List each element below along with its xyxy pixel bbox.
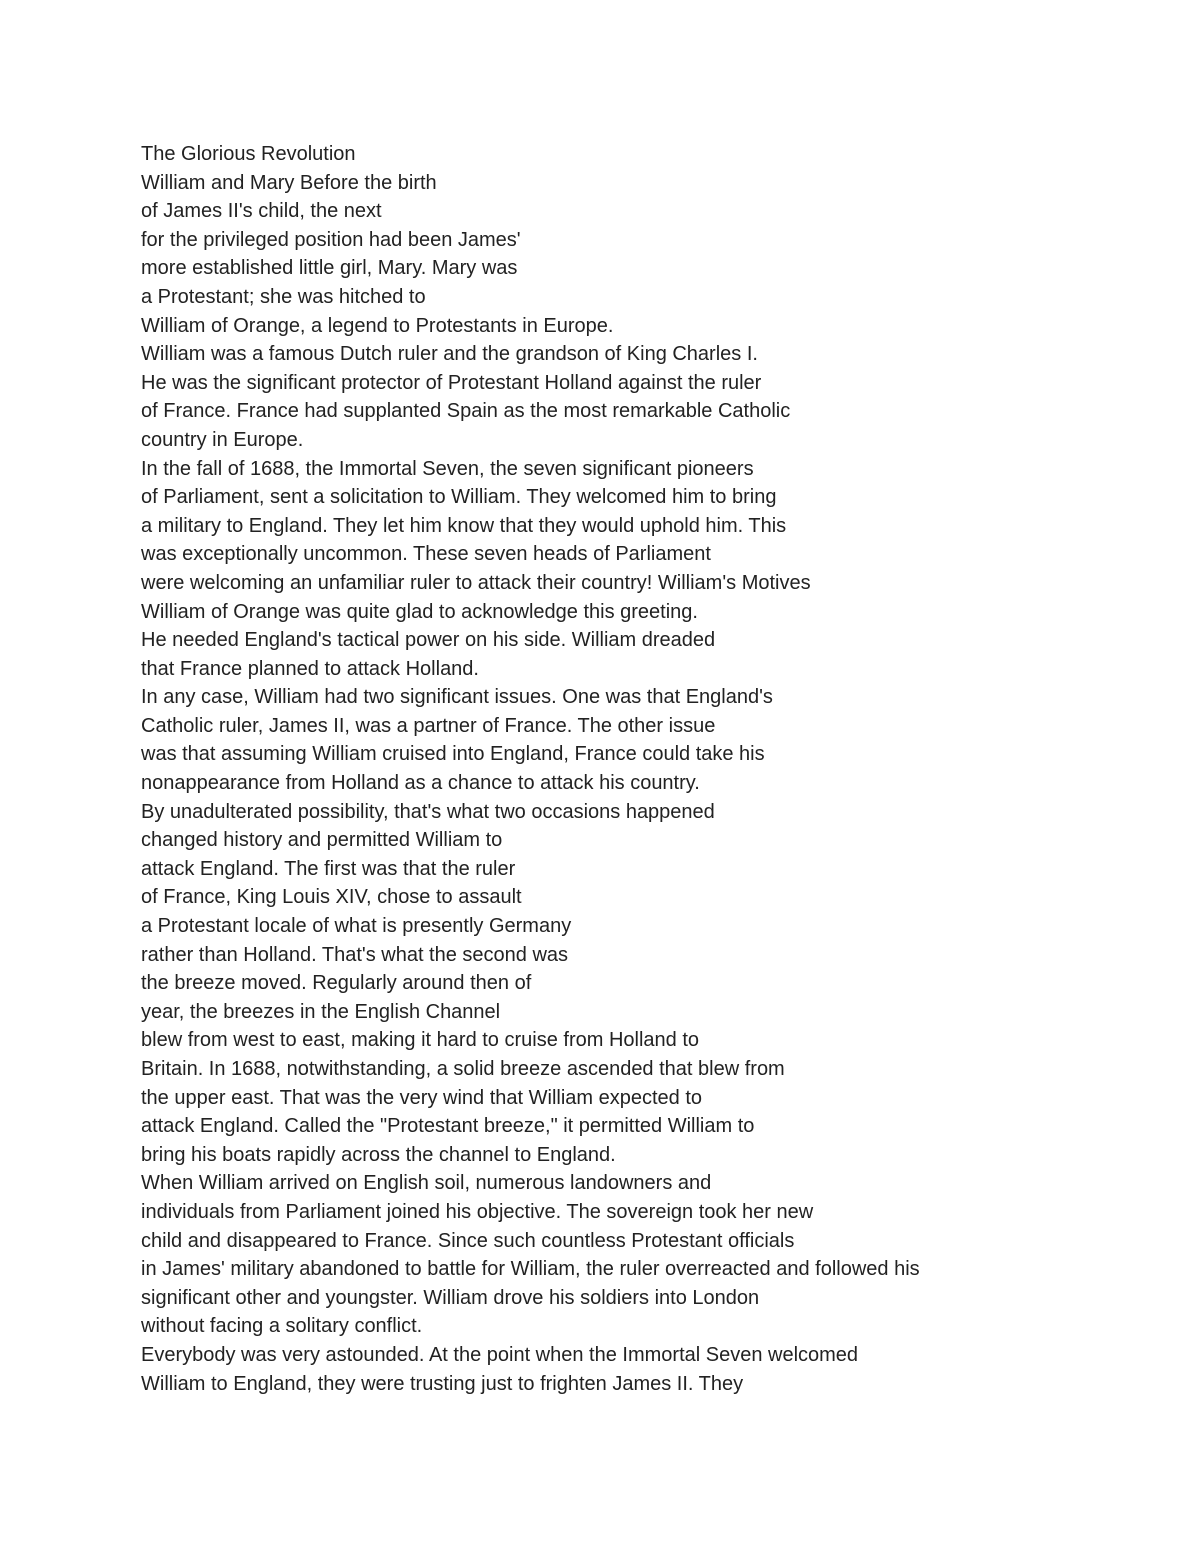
text-line: blew from west to east, making it hard to cruise from Holland to	[141, 1029, 700, 1052]
text-line: of Parliament, sent a solicitation to William. They welcomed him to bring	[141, 486, 777, 509]
text-line: Everybody was very astounded. At the point when the Immortal Seven welcomed	[141, 1343, 859, 1366]
text-line: William and Mary Before the birth	[141, 171, 437, 194]
text-line: more established little girl, Mary. Mary was	[141, 257, 518, 280]
text-line: rather than Holland. That's what the second was	[141, 943, 569, 966]
text-line: William was a famous Dutch ruler and the grandson of King Charles I.	[141, 343, 758, 366]
page-title: The Glorious Revolution	[141, 143, 356, 165]
text-line: of France, King Louis XIV, chose to assault	[141, 886, 522, 909]
text-line: Catholic ruler, James II, was a partner of France. The other issue	[141, 714, 716, 737]
text-line: that France planned to attack Holland.	[141, 657, 479, 680]
text-line: nonappearance from Holland as a chance to attack his country.	[141, 772, 700, 795]
text-line: He needed England's tactical power on his side. William dreaded	[141, 629, 716, 652]
text-line: the breeze moved. Regularly around then of	[141, 972, 532, 995]
text-line: attack England. Called the "Protestant breeze," it permitted William to	[141, 1115, 755, 1138]
text-line: He was the significant protector of Protestant Holland against the ruler	[141, 371, 762, 394]
text-line: country in Europe.	[141, 428, 304, 451]
document-body	[141, 140, 1141, 1398]
text-line: In any case, William had two significant issues. One was that England's	[141, 686, 773, 709]
text-line: attack England. The first was that the ruler	[141, 857, 516, 880]
text-line: was that assuming William cruised into England, France could take his	[141, 743, 765, 766]
text-line: a Protestant locale of what is presently Germany	[141, 915, 572, 938]
text-line: By unadulterated possibility, that's what two occasions happened	[141, 800, 715, 823]
text-line: a military to England. They let him know that they would uphold him. This	[141, 514, 787, 537]
text-line: of James II's child, the next	[141, 200, 382, 223]
text-line: in James' military abandoned to battle for William, the ruler overreacted and followed his	[141, 1258, 920, 1281]
text-line: William to England, they were trusting just to frighten James II. They	[141, 1372, 744, 1395]
text-line: the upper east. That was the very wind that William expected to	[141, 1086, 703, 1109]
text-line: a Protestant; she was hitched to	[141, 285, 426, 308]
text-line: year, the breezes in the English Channel	[141, 1000, 501, 1023]
text-line: William of Orange was quite glad to acknowledge this greeting.	[141, 600, 698, 623]
text-line: When William arrived on English soil, numerous landowners and	[141, 1172, 712, 1195]
text-line: In the fall of 1688, the Immortal Seven, the seven significant pioneers	[141, 457, 754, 480]
text-line: of France. France had supplanted Spain as the most remarkable Catholic	[141, 400, 791, 423]
text-line: William of Orange, a legend to Protestants in Europe.	[141, 314, 614, 337]
text-line: significant other and youngster. William drove his soldiers into London	[141, 1286, 760, 1309]
text-line: changed history and permitted William to	[141, 829, 503, 852]
text-line: Britain. In 1688, notwithstanding, a solid breeze ascended that blew from	[141, 1058, 785, 1080]
text-line: child and disappeared to France. Since such countless Protestant officials	[141, 1229, 795, 1252]
text-line: without facing a solitary conflict.	[141, 1315, 423, 1338]
text-line: bring his boats rapidly across the channel to England.	[141, 1143, 616, 1166]
text-line: were welcoming an unfamiliar ruler to attack their country! William's Motives	[141, 571, 811, 594]
text-line: individuals from Parliament joined his objective. The sovereign took her new	[141, 1200, 814, 1223]
text-line: was exceptionally uncommon. These seven heads of Parliament	[141, 543, 711, 566]
text-line: for the privileged position had been James'	[141, 228, 521, 251]
